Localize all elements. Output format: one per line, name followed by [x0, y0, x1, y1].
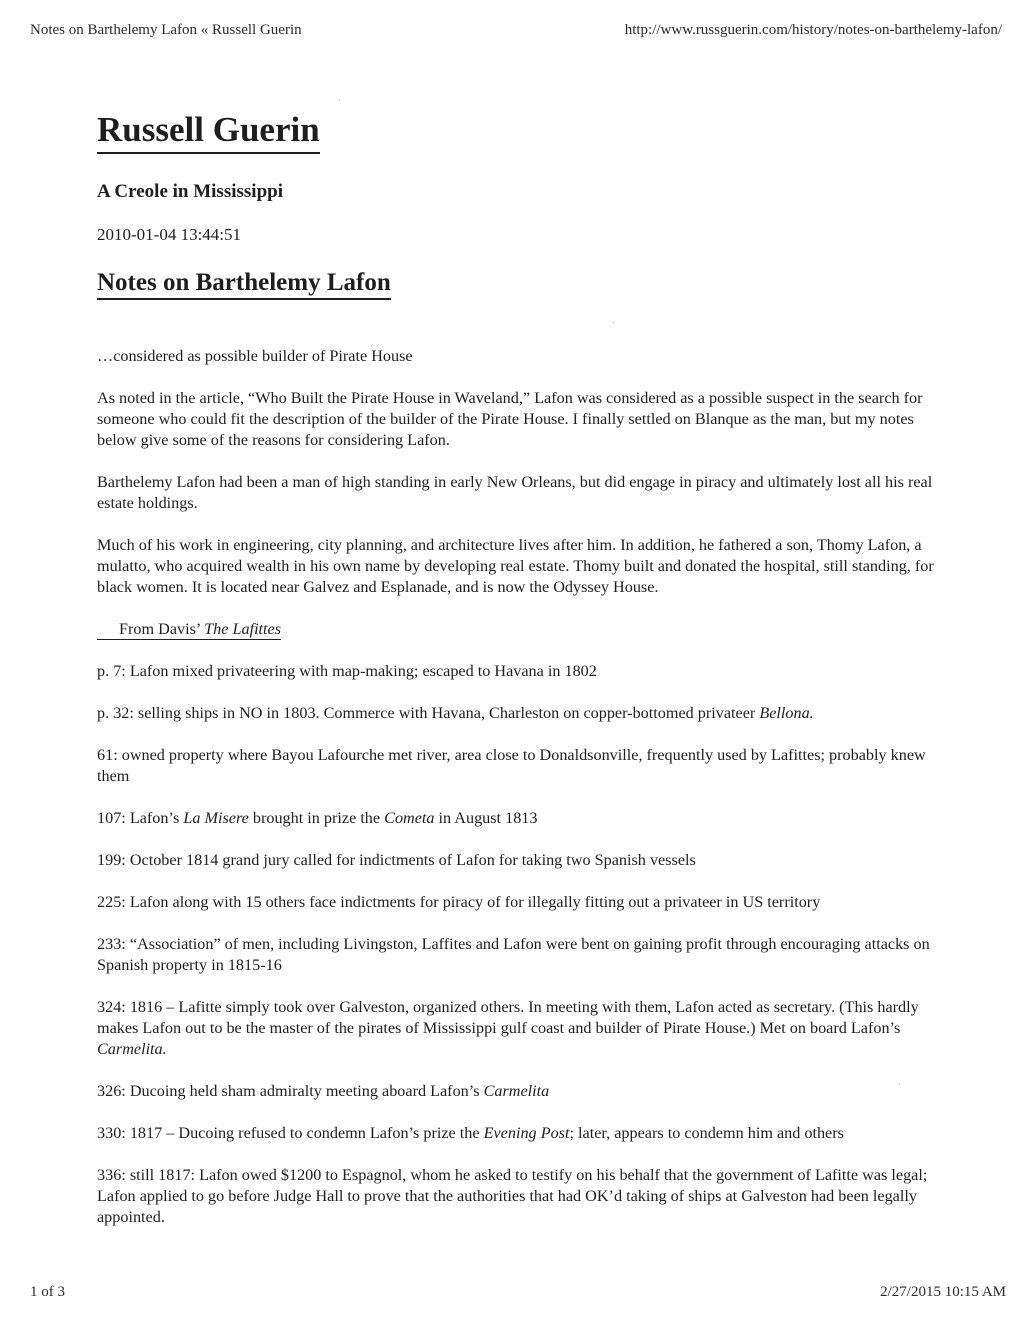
print-footer-timestamp: 2/27/2015 10:15 AM — [880, 1284, 1006, 1300]
source-book-title: The Lafittes — [204, 620, 282, 638]
note-61: 61: owned property where Bayou Lafourche met river, area close to Donaldsonville, frequently used by Lafittes; probably knew them — [97, 746, 926, 785]
scan-speck: · — [612, 318, 616, 329]
note-text: brought in prize the — [248, 809, 385, 827]
print-footer-page-count: 1 of 3 — [30, 1284, 65, 1300]
note-326 — [97, 1081, 947, 1102]
note-text: ; later, appears to condemn him and others — [569, 1124, 844, 1142]
scan-speck: · — [898, 1080, 902, 1091]
source-prefix: From Davis’ — [119, 620, 205, 638]
site-title-link[interactable]: Russell Guerin — [97, 108, 320, 154]
note-text: 326: Ducoing held sham admiralty meeting aboard Lafon’s — [97, 1082, 484, 1100]
note-text: 324: 1816 – Lafitte simply took over Galveston, organized others. In meeting with them, Lafon acted as secretary. (This hardly makes Lafon out to be the master of the pirates of Mississippi gulf coast and builder of Pirate House.) Met on board Lafon’s — [97, 998, 919, 1037]
ship-name: Cometa — [384, 809, 435, 827]
ship-name: Evening Post — [483, 1124, 570, 1142]
site-tagline: A Creole in Mississippi — [97, 181, 283, 202]
ship-name: Carmelita — [483, 1082, 550, 1100]
print-header-url: http://www.russguerin.com/history/notes-on-barthelemy-lafon/ — [624, 22, 1002, 38]
scan-speck: · — [338, 96, 342, 107]
note-330 — [97, 1123, 947, 1144]
intro-paragraph: As noted in the article, “Who Built the Pirate House in Waveland,” Lafon was considered as a possible suspect in the search for someone who could fit the description of the builder of the Pirate House. I finally settled on Blanque as the man, but my notes below give some of the reasons for considering Lafon. — [97, 389, 923, 449]
ship-name: Carmelita. — [97, 1040, 167, 1058]
ship-name: La Misere — [183, 809, 249, 827]
print-header-page-title: Notes on Barthelemy Lafon « Russell Guerin — [30, 22, 302, 38]
note-text: in August 1813 — [434, 809, 538, 827]
note-text: 330: 1817 – Ducoing refused to condemn Lafon’s prize the — [97, 1124, 484, 1142]
note-p7: p. 7: Lafon mixed privateering with map-making; escaped to Havana in 1802 — [97, 662, 597, 680]
note-324 — [97, 997, 947, 1060]
post-date: 2010-01-04 13:44:51 — [97, 225, 242, 244]
ship-name: Bellona. — [759, 704, 814, 722]
note-199: 199: October 1814 grand jury called for indictments of Lafon for taking two Spanish vessels — [97, 851, 696, 869]
legacy-paragraph: Much of his work in engineering, city planning, and architecture lives after him. In addition, he fathered a son, Thomy Lafon, a mulatto, who acquired wealth in his own name by developing real estate. Thomy built and donated the hospital, still standing, for black women. It is located near Galvez and Esplanade, and is now the Odyssey House. — [97, 536, 934, 596]
post-title-link[interactable]: Notes on Barthelemy Lafon — [97, 268, 391, 300]
background-paragraph: Barthelemy Lafon had been a man of high standing in early New Orleans, but did engage in piracy and ultimately lost all his real estate holdings. — [97, 473, 933, 512]
note-text: p. 32: selling ships in NO in 1803. Commerce with Havana, Charleston on copper-bottomed privateer — [97, 704, 760, 722]
note-225: 225: Lafon along with 15 others face indictments for piracy of for illegally fitting out a privateer in US territory — [97, 893, 821, 911]
post-subtitle: …considered as possible builder of Pirate House — [97, 347, 413, 365]
note-233: 233: “Association” of men, including Livingston, Laffites and Lafon were bent on gaining profit through encouraging attacks on Spanish property in 1815-16 — [97, 935, 930, 974]
source-link[interactable] — [97, 619, 281, 640]
note-text: 107: Lafon’s — [97, 809, 184, 827]
note-336: 336: still 1817: Lafon owed $1200 to Espagnol, whom he asked to testify on his behalf that the government of Lafitte was legal; Lafon applied to go before Judge Hall to prove that the authorities that had OK’d taking of ships at Galveston had been legally appointed. — [97, 1166, 928, 1226]
article — [97, 108, 947, 1228]
note-p32 — [97, 703, 947, 724]
note-107 — [97, 808, 947, 829]
source-line — [97, 619, 947, 640]
